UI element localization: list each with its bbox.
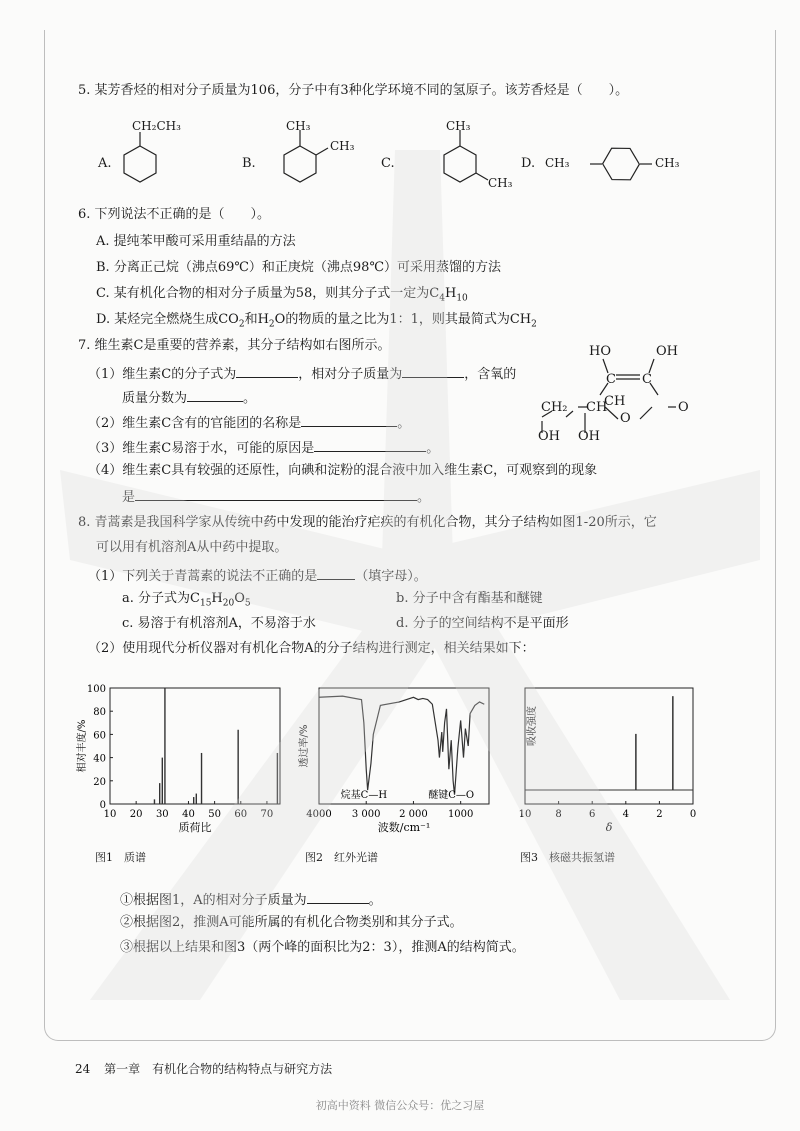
q6-option-b[interactable]: B. 分离正己烷（沸点69℃）和正庚烷（沸点98℃）可采用蒸馏的方法 bbox=[96, 260, 501, 275]
chart2-xtick-label: 3 000 bbox=[351, 809, 381, 820]
q7-p1-text-a: （1）维生素C的分子式为 bbox=[88, 367, 237, 382]
q7-p2-end: 。 bbox=[397, 416, 411, 431]
q5-option-b-label[interactable]: B. bbox=[242, 156, 256, 171]
q6-d-sub2: 2 bbox=[268, 319, 275, 330]
q7-p1-end: 。 bbox=[243, 391, 257, 406]
vitc-keto-oxygen: O bbox=[678, 400, 689, 415]
chart1-ytick-label: 80 bbox=[93, 707, 106, 719]
q8-option-b[interactable]: b. 分子中含有酯基和醚键 bbox=[396, 591, 543, 606]
chart2-annotation-co: 醚键C—O bbox=[428, 790, 475, 801]
q8-stem-line1: 8. 青蒿素是我国科学家从传统中药中发现的能治疗疟疾的有机化合物，其分子结构如图1-20所示，它 bbox=[78, 515, 657, 530]
q6-d-text: D. 某烃完全燃烧生成CO bbox=[96, 312, 239, 327]
q8-part1 bbox=[88, 565, 427, 586]
q5-option-c-group2: CH₃ bbox=[488, 176, 513, 190]
chart1-xtick-label: 10 bbox=[103, 809, 117, 820]
q6-d-post: O的物质的量之比为1：1，则其最简式为CH bbox=[274, 312, 532, 327]
q8-subq1 bbox=[120, 889, 382, 910]
q7-part2 bbox=[88, 412, 410, 433]
q7-p3-text: （3）维生素C易溶于水，可能的原因是 bbox=[88, 441, 315, 456]
chart-nmr-spectrum bbox=[505, 676, 700, 836]
q8-option-c[interactable]: c. 易溶于有机溶剂A，不易溶于水 bbox=[122, 616, 316, 631]
q8-a-m2: O bbox=[234, 591, 245, 606]
q5-option-d-group2: CH₃ bbox=[655, 156, 680, 170]
chart3-xtick-label: 0 bbox=[689, 809, 697, 820]
q5-option-d-group1: CH₃ bbox=[545, 156, 570, 170]
vitc-c2: C bbox=[642, 372, 652, 387]
vitc-ch-ring: CH bbox=[604, 394, 626, 409]
chart1-frame bbox=[110, 688, 280, 804]
chart2-transmittance-line bbox=[319, 696, 484, 795]
q7-answer-solubility[interactable] bbox=[314, 437, 426, 452]
chart1-ytick-label: 0 bbox=[99, 800, 106, 811]
q8-stem-line2: 可以用有机溶剂A从中药中提取。 bbox=[96, 540, 288, 555]
vitc-c1: C bbox=[606, 372, 616, 387]
q6-option-a[interactable]: A. 提纯苯甲酸可采用重结晶的方法 bbox=[96, 234, 296, 249]
q6-option-c[interactable] bbox=[96, 285, 468, 308]
chart2-ylabel: 透过率/% bbox=[299, 724, 310, 768]
q8-a-m: H bbox=[211, 591, 223, 606]
q6-d-mid: 和H bbox=[244, 312, 269, 327]
q7-stem: 7. 维生素C是重要的营养素，其分子结构如右图所示。 bbox=[78, 338, 391, 353]
q8-s1-end: 。 bbox=[368, 893, 382, 908]
q5-option-d-label[interactable]: D. bbox=[521, 156, 536, 171]
q8-option-d[interactable]: d. 分子的空间结构不是平面形 bbox=[396, 616, 569, 631]
q7-p4-text: 是 bbox=[122, 490, 136, 505]
q7-part1-cont bbox=[122, 387, 256, 408]
page-number: 24 bbox=[75, 1062, 91, 1076]
chart3-xtick-label: 8 bbox=[555, 809, 562, 820]
q8-option-a[interactable] bbox=[122, 590, 251, 613]
chart1-xtick-label: 70 bbox=[260, 809, 274, 820]
chart2-annotation-ch: 烷基C—H bbox=[340, 790, 388, 801]
q7-p3-end: 。 bbox=[426, 441, 440, 456]
q7-answer-oxygen-fraction[interactable] bbox=[187, 387, 243, 402]
q5-structures bbox=[90, 110, 710, 190]
chart-mass-spectrum bbox=[75, 676, 290, 836]
chart1-ytick-label: 20 bbox=[93, 776, 106, 788]
q7-p4-end: 。 bbox=[417, 490, 431, 505]
chart3-xlabel: δ bbox=[605, 821, 613, 834]
chart1-xlabel: 质荷比 bbox=[178, 821, 212, 834]
q6-d-sub3: 2 bbox=[531, 319, 537, 330]
q8-a-s3: 5 bbox=[244, 598, 251, 609]
q8-a-s1: 15 bbox=[199, 598, 212, 609]
q6-c-sub1: 4 bbox=[439, 293, 445, 304]
q8-part2: （2）使用现代分析仪器对有机化合物A的分子结构进行测定，相关结果如下： bbox=[88, 641, 535, 656]
q8-s1-text: ①根据图1，A的相对分子质量为 bbox=[120, 893, 307, 908]
chart1-ytick-label: 60 bbox=[93, 730, 106, 742]
q6-stem: 6. 下列说法不正确的是（ ）。 bbox=[78, 207, 271, 222]
q5-stem: 5. 某芳香烃的相对分子质量为106，分子中有3种化学环境不同的氢原子。该芳香烃是（ ）。 bbox=[78, 83, 629, 98]
chart1-xtick-label: 50 bbox=[208, 809, 221, 820]
q8-subq3: ③根据以上结果和图3（两个峰的面积比为2：3），推测A的结构简式。 bbox=[120, 940, 525, 955]
q7-answer-formula[interactable] bbox=[236, 363, 298, 378]
chart2-xlabel: 波数/cm⁻¹ bbox=[377, 821, 431, 834]
chart2-xtick-label: 4000 bbox=[306, 809, 332, 820]
q7-answer-phenomenon[interactable] bbox=[135, 486, 417, 501]
source-note: 初高中资料 微信公众号：优之习屋 bbox=[315, 1099, 485, 1112]
chart2-frame bbox=[319, 688, 489, 804]
q6-c-sub2: 10 bbox=[456, 293, 468, 304]
vitc-ch2: CH₂ bbox=[541, 400, 568, 415]
q8-a-s2: 20 bbox=[222, 598, 235, 609]
q6-d-sub1: 2 bbox=[238, 319, 245, 330]
vitc-ho-top-left: HO bbox=[589, 344, 611, 359]
chart1-xtick-label: 20 bbox=[129, 809, 143, 820]
q7-answer-groups[interactable] bbox=[301, 412, 397, 427]
chapter-title: 第一章 有机化合物的结构特点与研究方法 bbox=[104, 1062, 333, 1076]
vitc-oh-bottom-right: OH bbox=[578, 429, 600, 444]
q5-option-c-group1: CH₃ bbox=[446, 119, 471, 133]
q8-p1-text: （1）下列关于青蒿素的说法不正确的是 bbox=[88, 569, 318, 584]
chart3-caption: 图3 核磁共振氢谱 bbox=[520, 851, 615, 864]
q7-p2-text: （2）维生素C含有的官能团的名称是 bbox=[88, 416, 302, 431]
q5-option-b-group1: CH₃ bbox=[286, 119, 311, 133]
vitc-ch-side: CH bbox=[586, 400, 608, 415]
q7-answer-mass[interactable] bbox=[402, 363, 464, 378]
chart3-xtick-label: 6 bbox=[589, 809, 596, 820]
q6-c-text: C. 某有机化合物的相对分子质量为58，则其分子式一定为C bbox=[96, 286, 440, 301]
vitc-oh-bottom-left: OH bbox=[538, 429, 560, 444]
q6-c-mid: H bbox=[444, 286, 457, 301]
q5-option-b-group2: CH₃ bbox=[330, 139, 355, 153]
q8-a-text: a. 分子式为C bbox=[122, 591, 200, 606]
q7-part4-cont bbox=[122, 486, 430, 507]
chart2-xtick-label: 1000 bbox=[447, 809, 474, 820]
chart1-ytick-label: 100 bbox=[86, 684, 106, 695]
chart-ir-spectrum bbox=[297, 676, 497, 836]
q5-option-a-label[interactable]: A. bbox=[98, 156, 112, 171]
q7-p1-text-d: 质量分数为 bbox=[122, 391, 188, 406]
chart3-ylabel: 吸收强度 bbox=[527, 706, 538, 746]
chart1-caption: 图1 质谱 bbox=[95, 851, 146, 864]
q8-answer-letter[interactable] bbox=[317, 565, 355, 580]
vitc-ring-oxygen: O bbox=[620, 411, 631, 426]
q7-part1 bbox=[88, 363, 516, 384]
chart1-xtick-label: 60 bbox=[234, 809, 248, 820]
chart3-xtick-label: 10 bbox=[518, 809, 532, 820]
q6-option-d[interactable] bbox=[96, 311, 537, 334]
q7-p1-text-b: ，相对分子质量为 bbox=[298, 367, 403, 382]
chart1-ylabel: 相对丰度/% bbox=[77, 719, 88, 773]
q7-part3 bbox=[88, 437, 439, 458]
chart1-xtick-label: 40 bbox=[182, 809, 195, 820]
chart1-ytick-label: 40 bbox=[93, 753, 106, 765]
chart3-xtick-label: 2 bbox=[656, 809, 663, 820]
q8-p1-hint: （填字母）。 bbox=[355, 569, 427, 584]
chart3-frame bbox=[525, 688, 693, 804]
chart3-xtick-label: 4 bbox=[622, 809, 629, 820]
q5-option-c-label[interactable]: C. bbox=[381, 156, 395, 171]
page-footer bbox=[75, 1060, 332, 1077]
vitc-oh-top-right: OH bbox=[656, 344, 678, 359]
q5-option-a-group: CH₂CH₃ bbox=[132, 119, 181, 133]
q7-p1-text-c: ，含氧的 bbox=[464, 367, 517, 382]
chart2-caption: 图2 红外光谱 bbox=[305, 851, 378, 864]
q8-subq2: ②根据图2，推测A可能所属的有机化合物类别和其分子式。 bbox=[120, 915, 463, 930]
chart1-xtick-label: 30 bbox=[155, 809, 169, 820]
chart2-xtick-label: 2 000 bbox=[399, 809, 428, 820]
q7-part4: （4）维生素C具有较强的还原性，向碘和淀粉的混合液中加入维生素C，可观察到的现象 bbox=[88, 463, 598, 478]
q8-answer-mass[interactable] bbox=[307, 889, 369, 904]
